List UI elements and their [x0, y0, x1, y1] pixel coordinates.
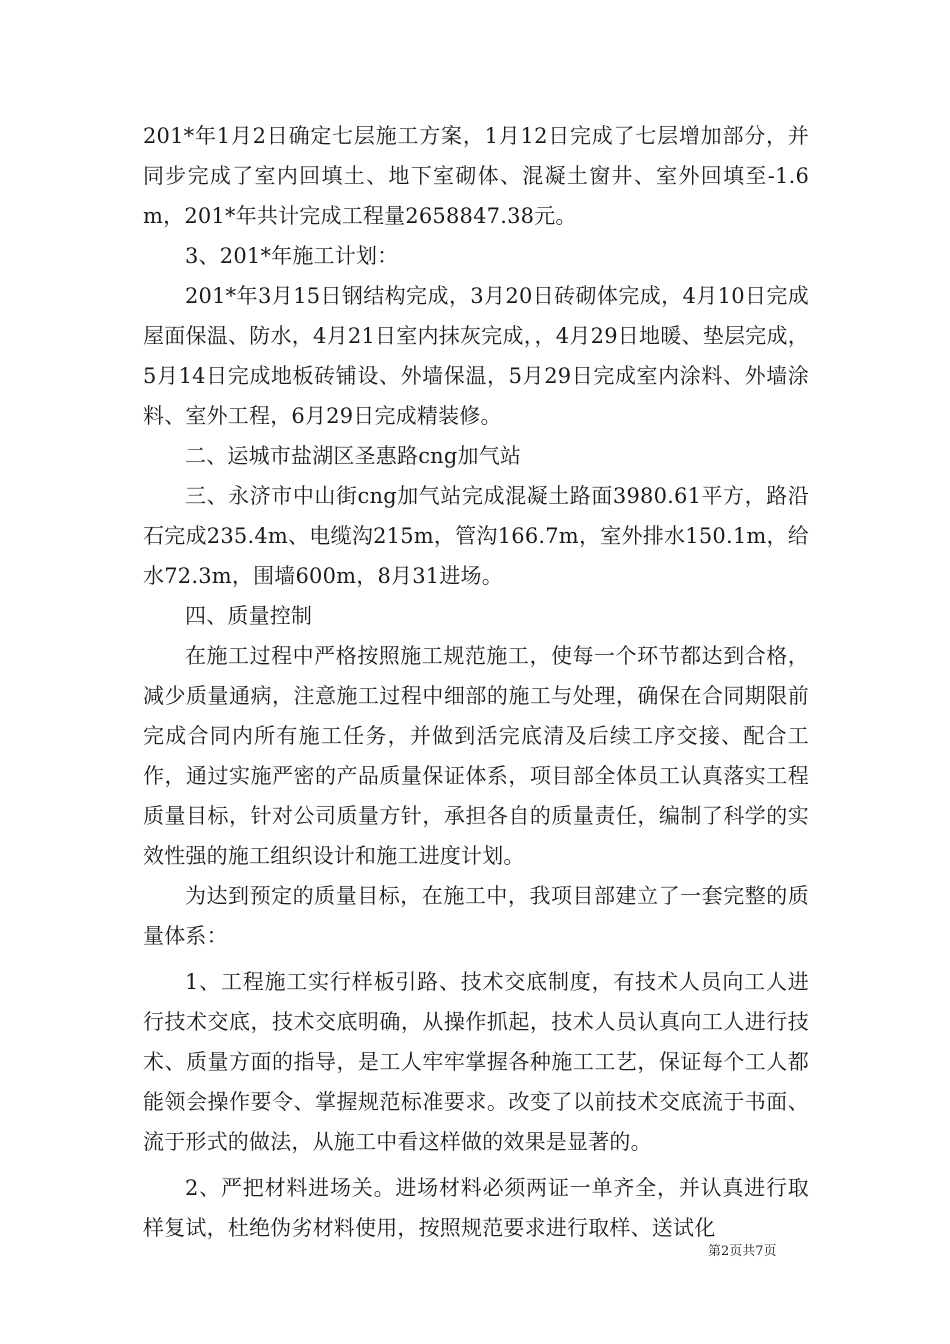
paragraph-quality-system-intro: 为达到预定的质量目标，在施工中，我项目部建立了一套完整的质量体系： — [143, 884, 809, 948]
paragraph-progress-summary: 201*年1月2日确定七层施工方案，1月12日完成了七层增加部分，并同步完成了室内回填土、地下室砌体、混凝土窗井、室外回填至-1.6m，201*年共计完成工程量2658847.38元。 — [143, 124, 809, 228]
paragraph-quality-item-2: 2、严把材料进场关。进场材料必须两证一单齐全，并认真进行取样复试，杜绝伪劣材料使用，按照规范要求进行取样、送试化 — [143, 1176, 809, 1240]
document-body — [143, 116, 809, 1248]
heading-construction-plan: 3、201*年施工计划： — [185, 244, 399, 268]
paragraph-quality-process: 在施工过程中严格按照施工规范施工，使每一个环节都达到合格，减少质量通病，注意施工过程中细部的施工与处理，确保在合同期限前完成合同内所有施工任务，并做到活完底清及后续工序交接、配合工作，通过实施严密的产品质量保证体系，项目部全体员工认真落实工程质量目标，针对公司质量方针，承担各自的质量责任，编制了科学的实效性强的施工组织设计和施工进度计划。 — [143, 644, 809, 868]
paragraph-section-three: 三、永济市中山街cng加气站完成混凝土路面3980.61平方，路沿石完成235.4m、电缆沟215m，管沟166.7m，室外排水150.1m，给水72.3m，围墙600m，8月31进场。 — [143, 484, 809, 588]
paragraph-construction-plan: 201*年3月15日钢结构完成，3月20日砖砌体完成，4月10日完成屋面保温、防水，4月21日室内抹灰完成，，4月29日地暖、垫层完成，5月14日完成地板砖铺设、外墙保温，5月29日完成室内涂料、外墙涂料、室外工程，6月29日完成精装修。 — [143, 284, 809, 428]
heading-quality-control: 四、质量控制 — [185, 604, 313, 628]
paragraph-quality-item-1: 1、工程施工实行样板引路、技术交底制度，有技术人员向工人进行技术交底，技术交底明确，从操作抓起，技术人员认真向工人进行技术、质量方面的指导，是工人牢牢掌握各种施工工艺，保证每个工人都能领会操作要令、掌握规范标准要求。改变了以前技术交底流于书面、流于形式的做法，从施工中看这样做的效果是显著的。 — [143, 970, 809, 1154]
heading-section-two: 二、运城市盐湖区圣惠路cng加气站 — [185, 444, 522, 468]
page-number: 第2页共7页 — [708, 1244, 777, 1259]
